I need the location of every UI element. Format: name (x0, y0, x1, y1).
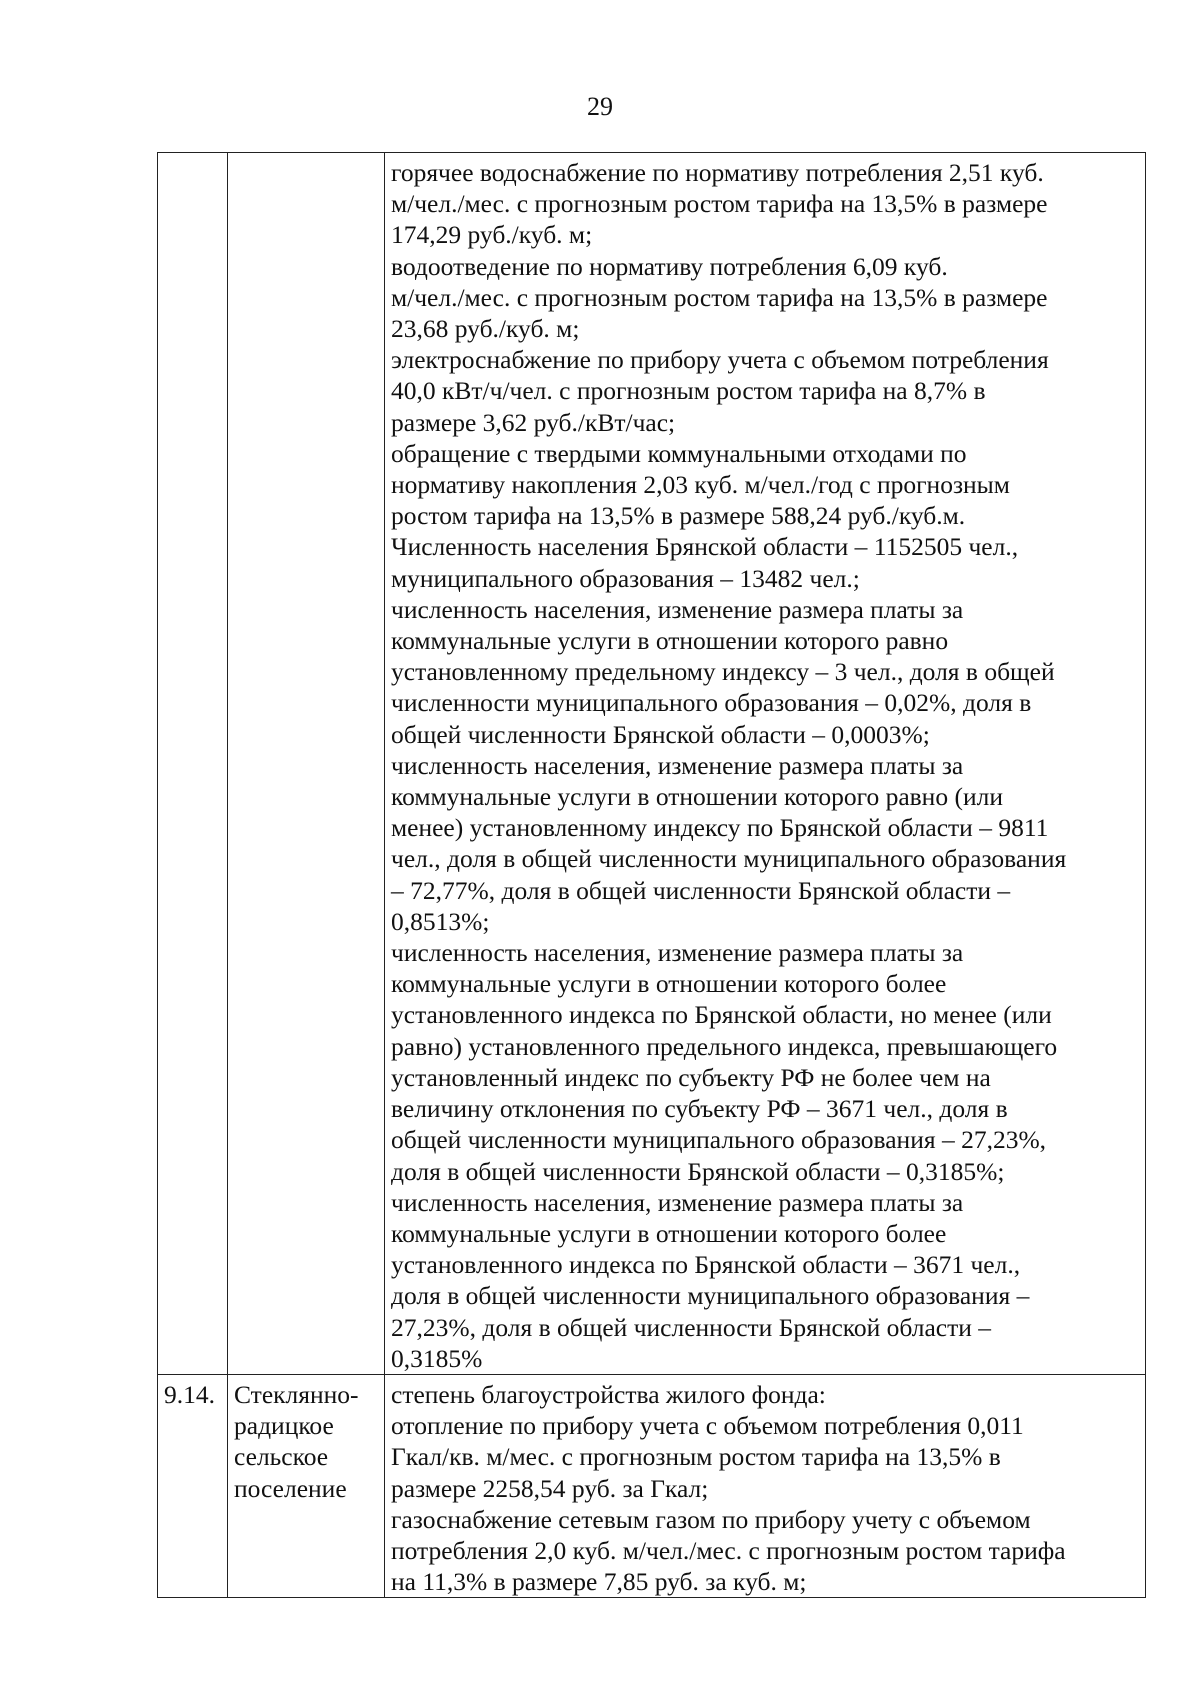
text-line: электроснабжение по прибору учета с объемом потребления (391, 345, 1049, 375)
text-line: величину отклонения по субъекту РФ – 3671 чел., доля в (391, 1094, 1008, 1124)
municipality-name-line: сельское (234, 1442, 329, 1472)
text-line: м/чел./мес. с прогнозным ростом тарифа на 13,5% в размере (391, 282, 1048, 312)
text-line: доля в общей численности муниципального образования – (391, 1281, 1030, 1311)
text-line: – 72,77%, доля в общей численности Брянской области – (391, 875, 1011, 905)
table-row-9-14 (158, 1374, 1146, 1597)
text-line: установленного индекса по Брянской области, но менее (или (391, 1000, 1052, 1030)
text-line: чел., доля в общей численности муниципального образования (391, 844, 1067, 874)
text-line: муниципального образования – 13482 чел.; (391, 563, 860, 593)
text-line: размере 3,62 руб./кВт/час; (391, 407, 676, 437)
tariff-table (157, 152, 1146, 1598)
text-line: 174,29 руб./куб. м; (391, 220, 593, 250)
text-line: численность населения, изменение размера платы за (391, 1187, 964, 1217)
municipality-name-line: Стеклянно- (234, 1379, 359, 1409)
table-row-continuation (158, 153, 1146, 1375)
description-cell (385, 1374, 1146, 1597)
text-line: коммунальные услуги в отношении которого более (391, 1218, 947, 1248)
text-line: коммунальные услуги в отношении которого равно (или (391, 782, 1003, 812)
text-line: общей численности муниципального образования – 27,23%, (391, 1125, 1047, 1155)
text-line: размере 2258,54 руб. за Гкал; (391, 1473, 709, 1503)
text-line: численность населения, изменение размера платы за (391, 750, 964, 780)
text-line: 0,8513%; (391, 906, 490, 936)
text-line: обращение с твердыми коммунальными отходами по (391, 438, 967, 468)
text-line: 0,3185% (391, 1343, 483, 1373)
text-line: 27,23%, доля в общей численности Брянской области – (391, 1312, 992, 1342)
text-line: газоснабжение сетевым газом по прибору учету с объемом (391, 1504, 1031, 1534)
description-cell (385, 153, 1146, 1375)
text-line: коммунальные услуги в отношении которого равно (391, 626, 949, 656)
text-line: численность населения, изменение размера платы за (391, 938, 964, 968)
text-line: Гкал/кв. м/мес. с прогнозным ростом тарифа на 13,5% в (391, 1442, 1001, 1472)
text-line: численности муниципального образования – 0,02%, доля в (391, 688, 1032, 718)
text-line: установленному предельному индексу – 3 чел., доля в общей (391, 657, 1055, 687)
text-line: отопление по прибору учета с объемом потребления 0,011 (391, 1411, 1024, 1441)
municipality-name-line: поселение (234, 1473, 347, 1503)
text-line: 23,68 руб./куб. м; (391, 314, 580, 344)
text-line: 40,0 кВт/ч/чел. с прогнозным ростом тарифа на 8,7% в (391, 376, 986, 406)
text-line: ростом тарифа на 13,5% в размере 588,24 руб./куб.м. (391, 501, 966, 531)
text-line: равно) установленного предельного индекса, превышающего (391, 1031, 1058, 1061)
text-line: водоотведение по нормативу потребления 6,09 куб. (391, 251, 948, 281)
text-line: доля в общей численности Брянской области – 0,3185%; (391, 1156, 1005, 1186)
text-line: на 11,3% в размере 7,85 руб. за куб. м; (391, 1567, 807, 1597)
municipality-cell (228, 153, 385, 1375)
municipality-cell (228, 1374, 385, 1597)
text-line: численность населения, изменение размера платы за (391, 594, 964, 624)
text-line: Численность населения Брянской области – 1152505 чел., (391, 532, 1019, 562)
text-line: коммунальные услуги в отношении которого более (391, 969, 947, 999)
text-line: степень благоустройства жилого фонда: (391, 1379, 826, 1409)
text-line: общей численности Брянской области – 0,0003%; (391, 719, 930, 749)
text-line: нормативу накопления 2,03 куб. м/чел./год с прогнозным (391, 470, 1010, 500)
row-number-cell: 9.14. (158, 1374, 228, 1597)
municipality-name-line: радицкое (234, 1411, 334, 1441)
text-line: менее) установленному индексу по Брянской области – 9811 (391, 813, 1049, 843)
text-line: горячее водоснабжение по нормативу потребления 2,51 куб. (391, 158, 1044, 187)
text-line: потребления 2,0 куб. м/чел./мес. с прогнозным ростом тарифа (391, 1535, 1066, 1565)
page-number: 29 (587, 92, 613, 121)
text-line: м/чел./мес. с прогнозным ростом тарифа на 13,5% в размере (391, 189, 1048, 219)
row-number-cell (158, 153, 228, 1375)
text-line: установленного индекса по Брянской области – 3671 чел., (391, 1250, 1021, 1280)
text-line: установленный индекс по субъекту РФ не более чем на (391, 1062, 991, 1092)
